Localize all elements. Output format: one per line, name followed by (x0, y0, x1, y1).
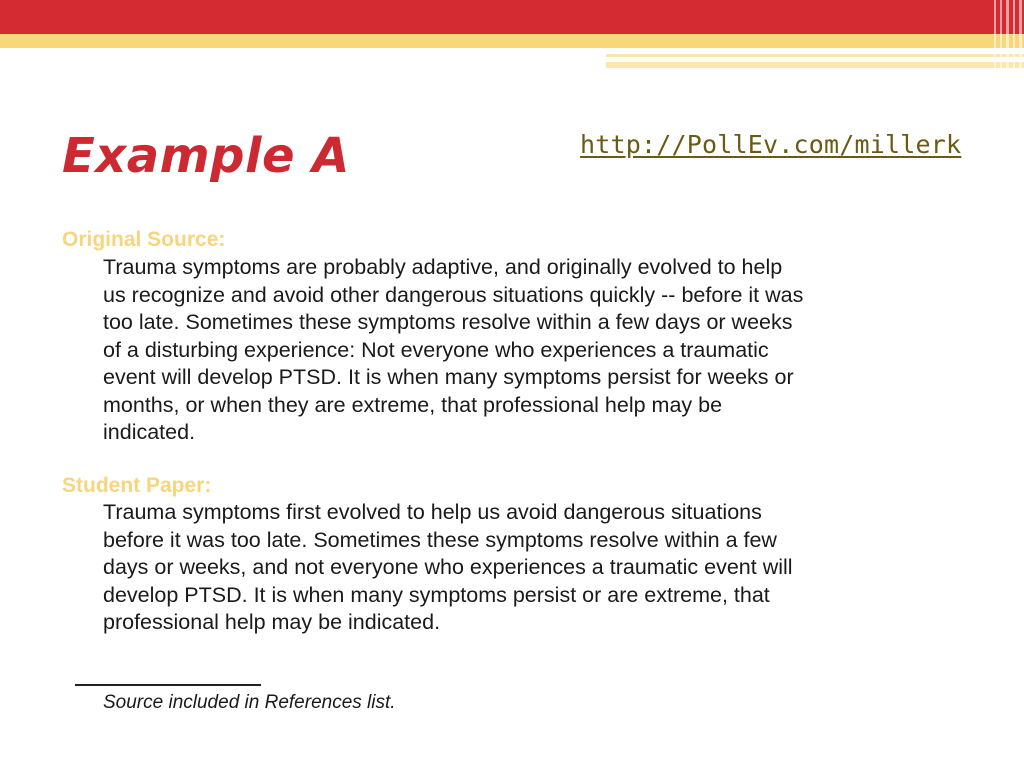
original-line: of a disturbing experience: Not everyone who experiences a traumatic (103, 337, 769, 362)
original-source-heading: Original Source: (62, 228, 226, 251)
original-line: us recognize and avoid other dangerous situations quickly -- before it was (103, 282, 804, 307)
student-paper-text (103, 499, 973, 637)
student-line: Trauma symptoms first evolved to help us avoid dangerous situations (103, 500, 762, 524)
slide-title: Example A (62, 128, 350, 184)
student-line: before it was too late. Sometimes these symptoms resolve within a few (103, 527, 777, 552)
original-source-text (103, 254, 973, 447)
footnote-divider (75, 684, 261, 686)
original-line: Trauma symptoms are probably adaptive, and originally evolved to help (103, 255, 783, 279)
original-line: too late. Sometimes these symptoms resolve within a few days or weeks (103, 310, 793, 334)
student-line: professional help may be indicated. (103, 610, 441, 634)
footnote-text: Source included in References list. (103, 692, 396, 713)
original-line: months, or when they are extreme, that professional help may be (103, 392, 723, 417)
student-line: develop PTSD. It is when many symptoms persist or are extreme, that (103, 582, 770, 607)
header-banner (0, 0, 1024, 72)
pollev-link[interactable]: http://PollEv.com/millerk (580, 130, 962, 159)
original-line: indicated. (103, 420, 196, 444)
original-line: event will develop PTSD. It is when many symptoms persist for weeks or (103, 365, 794, 389)
student-line: days or weeks, and not everyone who experiences a traumatic event will (103, 555, 793, 579)
student-paper-heading: Student Paper: (62, 474, 212, 497)
